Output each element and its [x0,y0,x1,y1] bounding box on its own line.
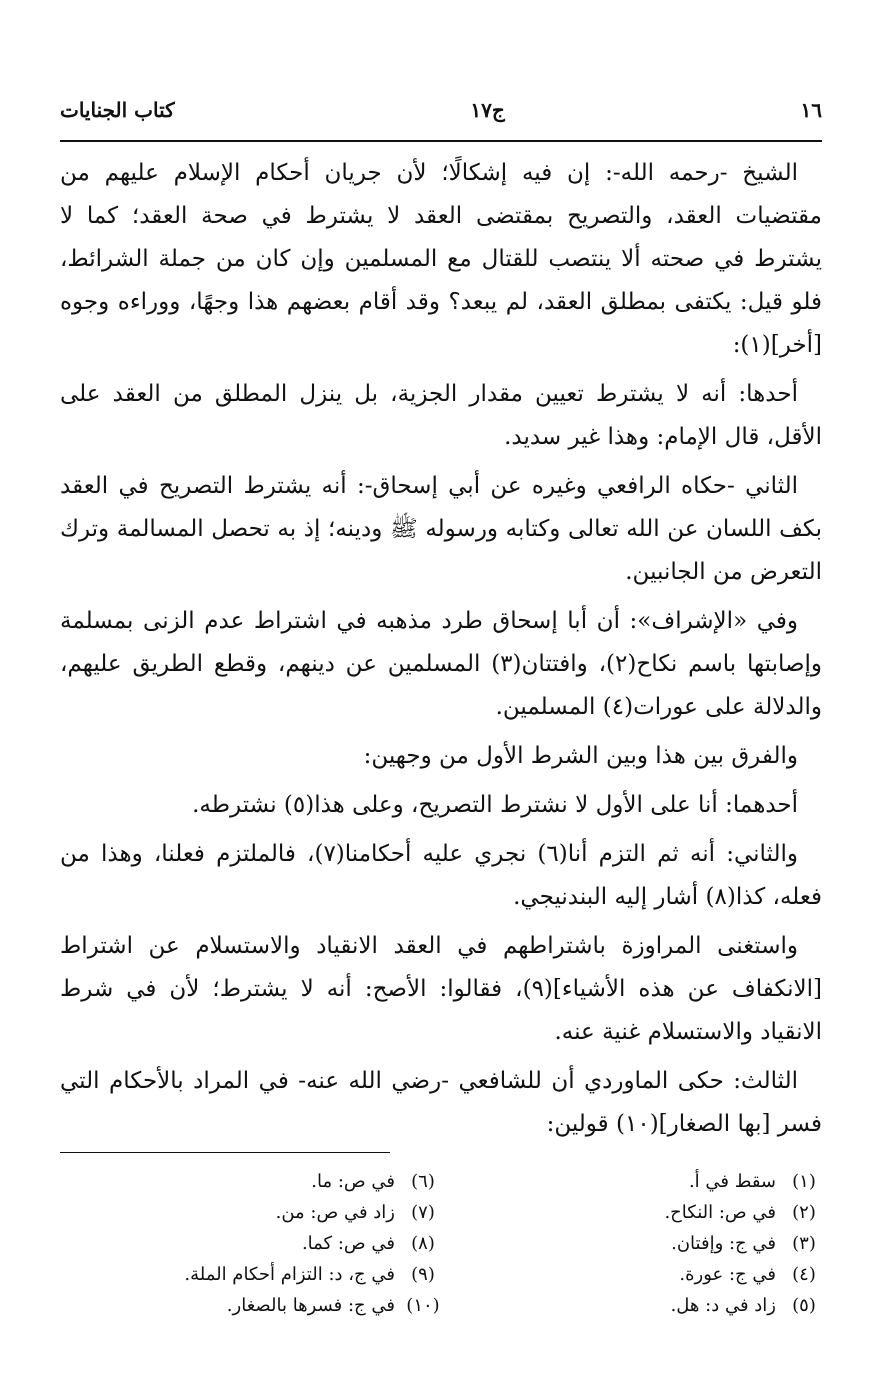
page-header [60,90,822,130]
footnote [60,1228,441,1259]
footnote-number: (٤) [792,1264,816,1285]
paragraph: أحدها: أنه لا يشترط تعيين مقدار الجزية، بل ينزل المطلق من العقد على الأقل، قال الإمام: وهذا غير سديد. [60,381,822,450]
footnote-number: (٣) [792,1233,816,1254]
paragraph: الشيخ -رحمه الله-: إن فيه إشكالًا؛ لأن جريان أحكام الإسلام عليهم من مقتضيات العقد، والتصريح بمقتضى العقد لا يشترط في صحة العقد؛ كما لا يشترط في صحته ألا ينتصب للقتال مع المسلمين وإن كان من جملة الشرائط، فلو قيل: يكتفى بمطلق العقد، لم يبعد؟ وقد أقام بعضهم هذا وجهًا، ووراءه وجوه [أخر](١): [60,160,822,358]
footnote-number: (٧) [411,1202,435,1223]
paragraph: وفي «الإشراف»: أن أبا إسحاق طرد مذهبه في اشتراط عدم الزنى بمسلمة وإصابتها باسم نكاح(٢)، وافتتان(٣) المسلمين عن دينهم، وقطع الطريق عليهم، والدلالة على عورات(٤) المسلمين. [60,608,823,720]
footnote-separator [60,1152,390,1153]
footnotes [60,1166,822,1326]
paragraph: الثالث: حكى الماوردي أن للشافعي -رضي الله عنه- في المراد بالأحكام التي فسر [بها الصغار](١٠) قولين: [60,1068,822,1137]
footnote [441,1166,822,1197]
footnote-number: (٩) [411,1264,435,1285]
footnote [60,1259,441,1290]
footnote-number: (٦) [411,1171,435,1192]
paragraph: أحدهما: أنا على الأول لا نشترط التصريح، وعلى هذا(٥) نشترطه. [192,792,798,818]
footnote [441,1290,822,1321]
footnote-text: في ج: فسرها بالصغار. [226,1295,395,1316]
footnote [441,1197,822,1228]
document-page [60,80,822,1340]
footnote-text: في ص: كما. [301,1233,395,1254]
paragraph: والثاني: أنه ثم التزم أنا(٦) نجري عليه أحكامنا(٧)، فالملتزم فعلنا، وهذا من فعله، كذا(٨) أشار إليه البندنيجي. [60,841,822,910]
footnote [60,1290,441,1321]
footnote [441,1259,822,1290]
footnote-number: (٥) [792,1295,816,1316]
footnote [60,1197,441,1228]
volume-label: ج١٧ [470,98,505,122]
footnote-text: في ج: عورة. [679,1264,776,1285]
footnote-text: في ج: وإفتان. [671,1233,776,1254]
footnote-number: (١٠) [406,1295,440,1316]
main-text [60,152,822,1152]
footnote-text: زاد في ص: من. [275,1202,395,1223]
paragraph: واستغنى المراوزة باشتراطهم في العقد الانقياد والاستسلام عن اشتراط [الانكفاف عن هذه الأشياء](٩)، فقالوا: الأصح: أنه لا يشترط؛ لأن في شرط الانقياد والاستسلام غنية عنه. [60,933,822,1045]
footnote [60,1166,441,1197]
footnote-text: في ص: ما. [311,1171,395,1192]
page-number: ١٦ [800,98,822,122]
header-rule [60,140,822,142]
footnote [441,1228,822,1259]
footnote-text: في ج، د: التزام أحكام الملة. [184,1264,395,1285]
book-title: كتاب الجنايات [60,98,175,122]
paragraph: الثاني -حكاه الرافعي وغيره عن أبي إسحاق-: أنه يشترط التصريح في العقد بكف اللسان عن الله تعالى وكتابه ورسوله ﷺ ودينه؛ إذ به تحصل المسالمة وترك التعرض من الجانبين. [60,473,822,585]
paragraph: والفرق بين هذا وبين الشرط الأول من وجهين: [363,743,798,769]
footnotes-left-column [60,1166,441,1326]
footnote-number: (٨) [411,1233,435,1254]
footnote-text: زاد في د: هل. [670,1295,776,1316]
footnote-text: سقط في أ. [688,1171,776,1192]
footnotes-right-column [441,1166,822,1326]
footnote-number: (٢) [792,1202,816,1223]
footnote-text: في ص: النكاح. [664,1202,776,1223]
footnote-number: (١) [792,1171,816,1192]
